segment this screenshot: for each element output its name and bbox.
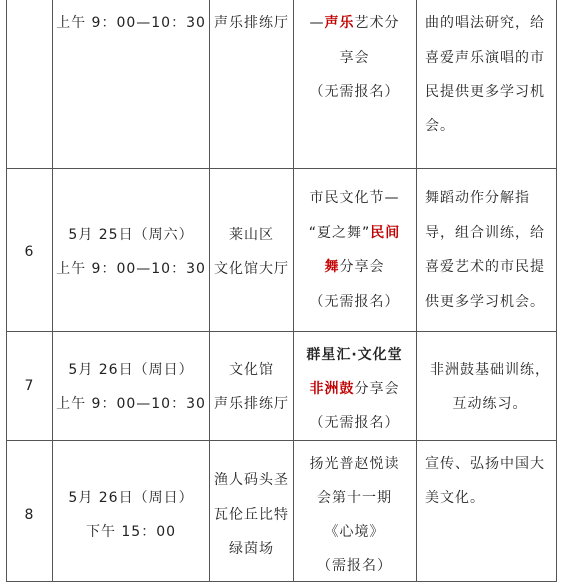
row-activity-line	[294, 519, 415, 545]
row-activity-line	[294, 185, 415, 211]
row-activity-line	[294, 376, 415, 402]
row-activity-line	[294, 220, 415, 246]
table-column-divider	[209, 0, 210, 582]
row-content-line: 导，组合训练，给	[425, 225, 545, 241]
table-column-divider	[293, 0, 294, 582]
activity-text: 艺术分	[354, 15, 400, 31]
activity-text: （无需报名）	[309, 294, 400, 310]
row-venue-line: 莱山区	[229, 227, 274, 243]
activity-text: （无需报名）	[309, 415, 400, 431]
row-content-line: 供更多学习机会。	[425, 294, 545, 310]
row-time: 上午 9：00—10：30	[56, 396, 206, 412]
activity-highlight: 非洲鼓	[309, 381, 355, 397]
row-number	[7, 20, 52, 46]
activity-text: 《心境》	[324, 524, 385, 540]
activity-text: （无需报名）	[309, 84, 400, 100]
row-activity-line	[294, 553, 415, 579]
row-activity-line	[294, 79, 415, 105]
table-column-divider	[52, 0, 53, 582]
row-content-line: 民提供更多学习机	[425, 84, 545, 100]
row-activity-line	[294, 410, 415, 436]
row-venue-line: 文化馆大厅	[214, 261, 289, 277]
activity-text: 会第十一期	[317, 490, 392, 506]
row-time: 下午 15：00	[85, 524, 177, 540]
row-venue-line: 绿茵场	[229, 541, 274, 557]
row-activity-line	[294, 485, 415, 511]
row-venue-line: 声乐排练厅	[214, 396, 289, 412]
activity-text: 扬光普赵悦读	[309, 456, 400, 472]
table-left-border	[6, 0, 7, 582]
row-content-line: 互动练习。	[452, 396, 528, 412]
row-time: 上午 9：00—10：30	[56, 261, 206, 277]
row-activity-line	[294, 451, 415, 477]
table-row-divider	[6, 168, 557, 169]
row-number: 6	[24, 244, 35, 260]
table-column-divider	[416, 0, 417, 582]
row-activity-line	[294, 342, 415, 368]
row-venue-line: 渔人码头圣	[214, 472, 289, 488]
row-content-line: 曲的唱法研究，给	[425, 15, 545, 31]
activity-text: 群星汇·文化堂	[306, 347, 403, 363]
row-content-line: 喜爱艺术的市民提	[425, 259, 545, 275]
activity-highlight: 声乐	[324, 15, 355, 31]
row-number: 8	[24, 507, 35, 523]
table-row-divider	[6, 440, 557, 441]
row-time: 上午 9：00—10：30	[56, 15, 206, 31]
row-number: 7	[24, 378, 35, 394]
activity-text: —	[309, 15, 325, 31]
row-venue-line: 瓦伦丘比特	[214, 507, 289, 523]
activity-text: 分享会	[339, 259, 385, 275]
activity-text: 分享会	[354, 381, 400, 397]
row-content-line: 宣传、弘扬中国大	[425, 456, 545, 472]
row-activity-line	[294, 45, 415, 71]
row-date: 5月 26日（周日）	[68, 362, 194, 378]
row-content-line: 喜爱声乐演唱的市	[425, 50, 545, 66]
row-content-line: 舞蹈动作分解指	[425, 190, 530, 206]
activity-text: “夏之舞”	[308, 225, 371, 241]
activity-text: （需报名）	[317, 558, 392, 574]
row-venue-line: 声乐排练厅	[214, 15, 289, 31]
row-date: 5月 26日（周日）	[68, 490, 194, 506]
table-row-divider	[6, 331, 557, 332]
row-content-line: 会。	[425, 118, 455, 134]
activity-highlight: 舞	[324, 259, 340, 275]
row-date: 5月 25日（周六）	[68, 227, 194, 243]
row-activity-line	[294, 289, 415, 315]
row-venue-line: 文化馆	[229, 362, 274, 378]
table-bottom-border	[6, 581, 557, 582]
row-content-line: 美文化。	[425, 490, 485, 506]
table-right-border	[556, 0, 557, 582]
activity-text: 市民文化节—	[309, 190, 400, 206]
row-activity-line	[294, 10, 415, 36]
row-activity-line	[294, 254, 415, 280]
activity-text: 享会	[339, 50, 370, 66]
activity-highlight: 民间	[370, 225, 401, 241]
row-content-line: 非洲鼓基础训练，	[430, 362, 550, 378]
